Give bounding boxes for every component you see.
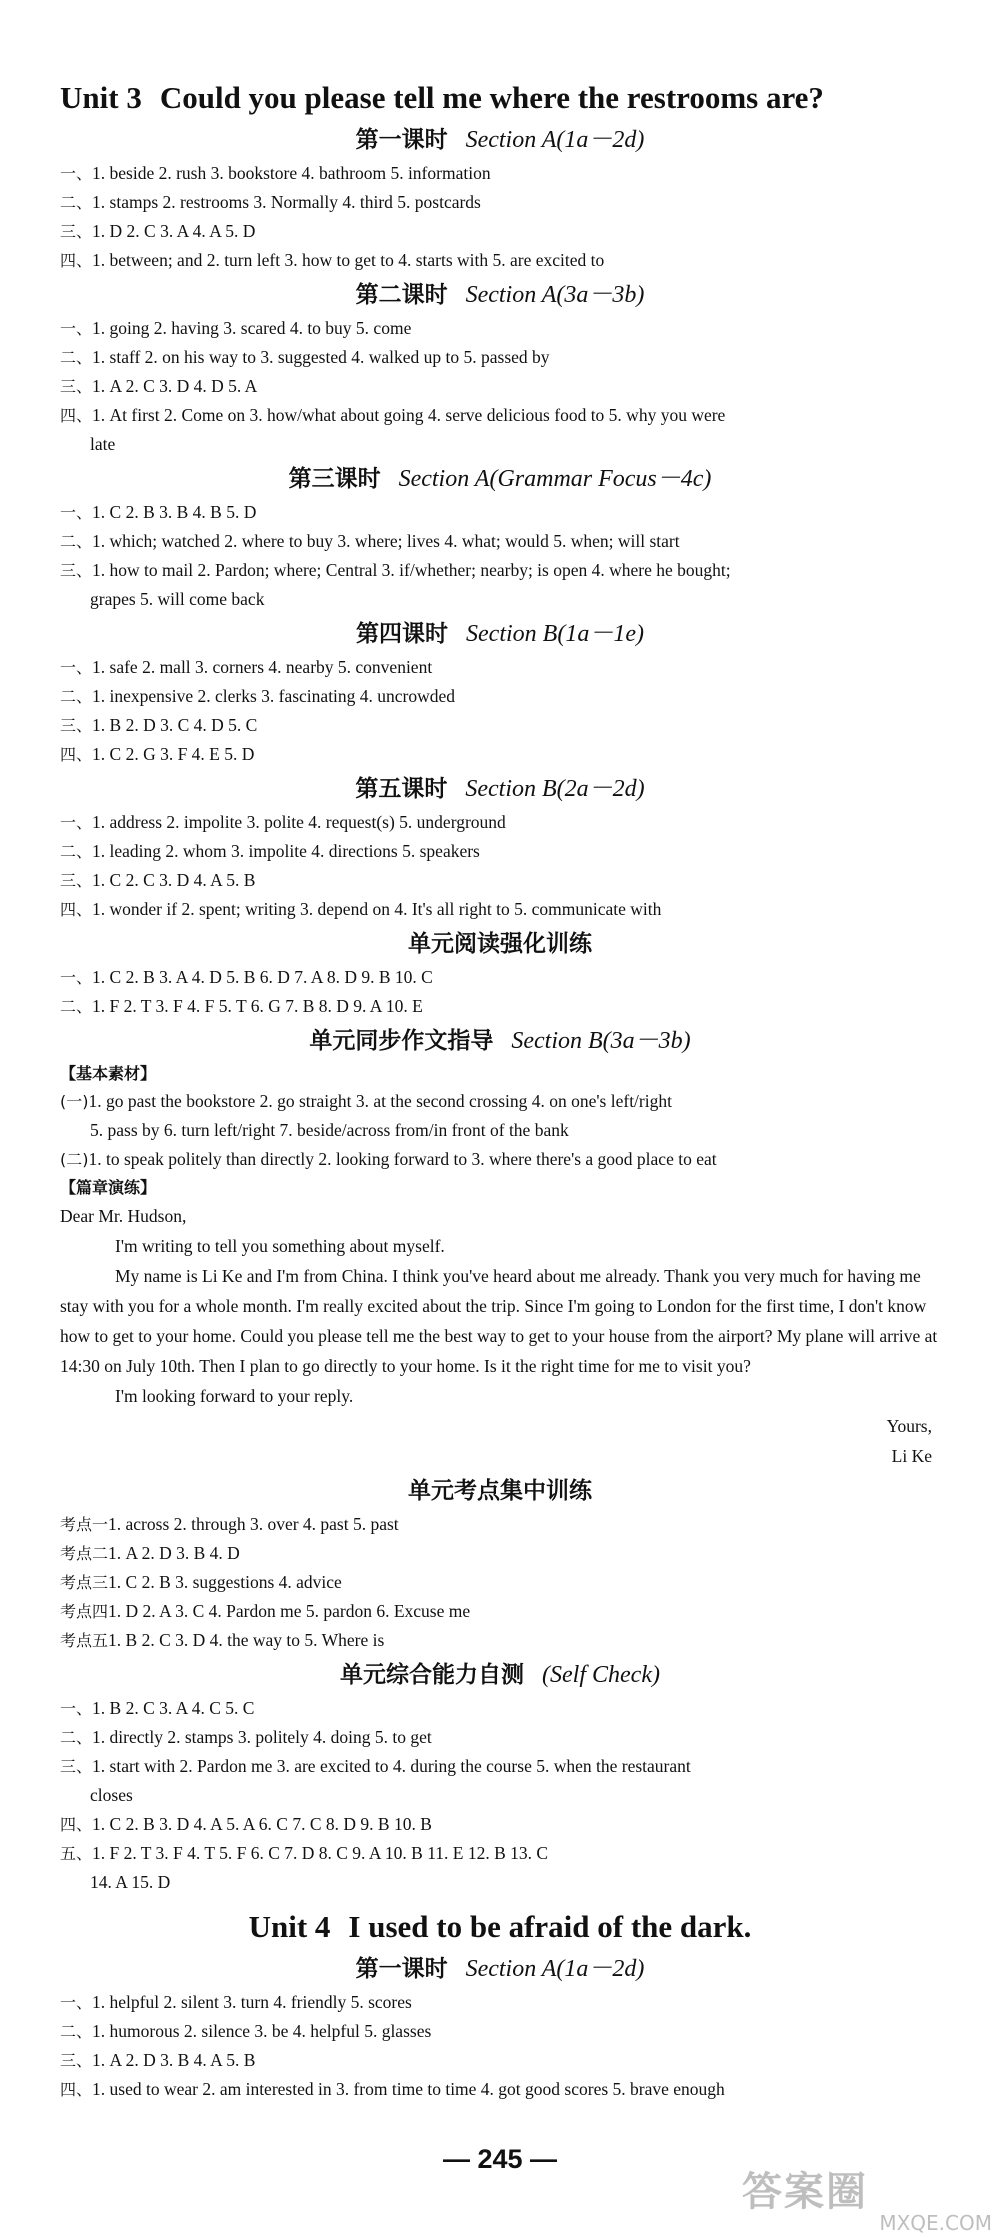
answer-line-label: 三、 <box>60 377 93 396</box>
section-heading-cn: 第五课时 <box>355 776 448 802</box>
answer-line-label: 二、 <box>60 2022 93 2041</box>
answer-line-label: 二、 <box>60 997 93 1016</box>
answer-line-continuation: grapes 5. will come back <box>90 589 265 609</box>
section-heading <box>60 277 940 313</box>
unit3-title-text: Could you please tell me where the restrooms are? <box>159 80 824 115</box>
unit4-sections <box>60 1951 940 2104</box>
answer-line-label: 一、 <box>60 1993 93 2012</box>
answer-line <box>60 556 940 585</box>
section-heading-cn: 第一课时 <box>355 127 448 153</box>
section-heading <box>60 461 940 497</box>
unit4-title-text: I used to be afraid of the dark. <box>348 1909 752 1944</box>
answer-line-label: 考点三 <box>60 1573 109 1592</box>
answer-line-text: 1. A 2. D 3. B 4. D <box>108 1543 240 1563</box>
answer-line-label: 三、 <box>60 561 93 580</box>
section-heading <box>60 122 940 158</box>
basic-material-lines <box>60 1087 940 1174</box>
answer-line <box>60 159 940 188</box>
answer-line-label: 三、 <box>60 1757 93 1776</box>
answer-line <box>60 527 940 556</box>
answer-line <box>60 1752 940 1781</box>
answer-line-text: 1. address 2. impolite 3. polite 4. request(s) 5. underground <box>92 812 506 832</box>
section-heading-cn: 第二课时 <box>355 282 448 308</box>
unit3-label: Unit 3 <box>60 80 142 115</box>
answer-line <box>60 188 940 217</box>
answer-page <box>60 78 940 2104</box>
answer-line <box>60 1694 940 1723</box>
answer-line-label: 考点五 <box>60 1631 109 1650</box>
answer-line-label: 一、 <box>60 1699 93 1718</box>
answer-line <box>60 1568 940 1597</box>
answer-line-label: 三、 <box>60 716 93 735</box>
answer-line-text: 1. to speak politely than directly 2. looking forward to 3. where there's a good place to eat <box>88 1149 717 1169</box>
answer-line <box>60 963 940 992</box>
answer-line-label: 四、 <box>60 1815 93 1834</box>
section-heading <box>60 926 940 962</box>
answer-line-text: 1. between; and 2. turn left 3. how to get to 4. starts with 5. are excited to <box>92 250 605 270</box>
answer-line <box>60 1839 940 1868</box>
watermark-url: MXQE.COM <box>879 2211 992 2235</box>
section-heading <box>60 771 940 807</box>
answer-line <box>60 498 940 527</box>
answer-line-text: 1. A 2. D 3. B 4. A 5. B <box>92 2050 256 2070</box>
section-heading <box>60 616 940 652</box>
answer-line-text: 1. inexpensive 2. clerks 3. fascinating 4. uncrowded <box>92 686 456 706</box>
section-heading-en: Section A(Grammar Focus－4c) <box>398 466 712 492</box>
essay-paragraph: I'm writing to tell you something about myself. <box>115 1236 445 1256</box>
answer-line <box>60 682 940 711</box>
focus-heading <box>60 1473 940 1509</box>
answer-line <box>60 1626 940 1655</box>
answer-line-text: 1. humorous 2. silence 3. be 4. helpful 5. glasses <box>92 2021 432 2041</box>
answer-line-label: 二、 <box>60 842 93 861</box>
answer-line-text: 1. used to wear 2. am interested in 3. from time to time 4. got good scores 5. brave enough <box>92 2079 725 2099</box>
answer-line-text: 1. B 2. C 3. D 4. the way to 5. Where is <box>108 1630 385 1650</box>
page-number: — 245 — <box>442 2144 558 2174</box>
answer-line-label: 三、 <box>60 871 93 890</box>
focus-heading-cn: 单元考点集中训练 <box>408 1478 592 1504</box>
answer-line-label: 一、 <box>60 164 93 183</box>
answer-line-text: 1. stamps 2. restrooms 3. Normally 4. third 5. postcards <box>92 192 481 212</box>
answer-line <box>60 740 940 769</box>
answer-line-label: 四、 <box>60 745 93 764</box>
basic-material-label: 【基本素材】 <box>60 1064 157 1083</box>
answer-line <box>60 895 940 924</box>
answer-line-text: 1. how to mail 2. Pardon; where; Central 3. if/whether; nearby; is open 4. where he bought; <box>92 560 731 580</box>
answer-line-text: 1. C 2. B 3. suggestions 4. advice <box>108 1572 342 1592</box>
answer-line-text: 1. C 2. C 3. D 4. A 5. B <box>92 870 256 890</box>
writing-heading-en: Section B(3a－3b) <box>511 1028 691 1054</box>
answer-line <box>60 314 940 343</box>
answer-line <box>60 1597 940 1626</box>
answer-line-label: (二) <box>60 1150 89 1169</box>
answer-line <box>60 2075 940 2104</box>
section-heading-en: Section A(3a－3b) <box>465 282 645 308</box>
answer-line-label: 一、 <box>60 968 93 987</box>
answer-line-text: 1. At first 2. Come on 3. how/what about going 4. serve delicious food to 5. why you were <box>92 405 726 425</box>
answer-line-text: 1. beside 2. rush 3. bookstore 4. bathroom 5. information <box>92 163 491 183</box>
answer-line-text: 1. across 2. through 3. over 4. past 5. past <box>108 1514 399 1534</box>
answer-line-label: 考点四 <box>60 1602 109 1621</box>
answer-line <box>60 343 940 372</box>
answer-line-text: 1. staff 2. on his way to 3. suggested 4. walked up to 5. passed by <box>92 347 550 367</box>
answer-line <box>60 2017 940 2046</box>
answer-line-text: 1. D 2. A 3. C 4. Pardon me 5. pardon 6. Excuse me <box>108 1601 471 1621</box>
answer-line <box>60 808 940 837</box>
answer-line-label: 三、 <box>60 222 93 241</box>
answer-line-text: 1. B 2. C 3. A 4. C 5. C <box>92 1698 255 1718</box>
answer-line-text: 1. wonder if 2. spent; writing 3. depend on 4. It's all right to 5. communicate with <box>92 899 662 919</box>
answer-line-text: 1. D 2. C 3. A 4. A 5. D <box>92 221 256 241</box>
answer-line-continuation: closes <box>90 1785 133 1805</box>
answer-line <box>60 866 940 895</box>
answer-line-text: 1. safe 2. mall 3. corners 4. nearby 5. convenient <box>92 657 433 677</box>
answer-line-text: 1. helpful 2. silent 3. turn 4. friendly 5. scores <box>92 1992 412 2012</box>
section-heading-en: Section B(1a－1e) <box>466 621 644 647</box>
answer-line <box>60 653 940 682</box>
answer-line-text: 1. C 2. B 3. B 4. B 5. D <box>92 502 257 522</box>
answer-line <box>60 837 940 866</box>
answer-line-label: 四、 <box>60 900 93 919</box>
answer-line <box>60 1510 940 1539</box>
unit3-sections <box>60 122 940 1021</box>
essay-greeting: Dear Mr. Hudson, <box>60 1206 187 1226</box>
answer-line-text: 1. C 2. B 3. D 4. A 5. A 6. C 7. C 8. D 9. B 10. B <box>92 1814 432 1834</box>
answer-line-text: 1. leading 2. whom 3. impolite 4. directions 5. speakers <box>92 841 480 861</box>
answer-line-label: 三、 <box>60 2051 93 2070</box>
answer-line-label: 一、 <box>60 319 93 338</box>
selfcheck-heading-en: (Self Check) <box>542 1662 660 1688</box>
essay-paragraph: My name is Li Ke and I'm from China. I think you've heard about me already. Thank you very much for having me stay with you for a whole month. I'm really excited about the trip. Since I'm going to London for the first time, I don't know how to get to your home. Could you please tell me the best way to get to your house from the airport? My plane will arrive at 14:30 on July 10th. Then I plan to go directly to your home. Is it the right time for me to visit you? <box>60 1266 938 1376</box>
answer-line <box>60 1539 940 1568</box>
answer-line-label: 二、 <box>60 193 93 212</box>
unit3-title <box>60 78 940 118</box>
answer-line <box>60 1145 940 1174</box>
answer-line-text: 1. going 2. having 3. scared 4. to buy 5. come <box>92 318 412 338</box>
section-heading-en: Section B(2a－2d) <box>465 776 645 802</box>
answer-line-label: 考点一 <box>60 1515 109 1534</box>
answer-line <box>60 372 940 401</box>
answer-line-label: 四、 <box>60 251 93 270</box>
writing-heading-cn: 单元同步作文指导 <box>309 1028 494 1054</box>
answer-line-text: 1. directly 2. stamps 3. politely 4. doing 5. to get <box>92 1727 432 1747</box>
answer-line-label: 一、 <box>60 503 93 522</box>
answer-line-text: 1. go past the bookstore 2. go straight 3. at the second crossing 4. on one's left/right <box>88 1091 672 1111</box>
answer-line-label: 五、 <box>60 1844 93 1863</box>
watermark-text: 答案圈 <box>742 2169 868 2215</box>
focus-lines <box>60 1510 940 1655</box>
selfcheck-heading-cn: 单元综合能力自测 <box>340 1662 525 1688</box>
sample-essay <box>60 1201 940 1471</box>
selfcheck-lines <box>60 1694 940 1897</box>
unit4-label: Unit 4 <box>248 1909 331 1944</box>
essay-closing: Yours, <box>886 1416 932 1436</box>
answer-line <box>60 401 940 430</box>
answer-line-label: 四、 <box>60 406 93 425</box>
answer-line-label: 二、 <box>60 1728 93 1747</box>
answer-line <box>60 2046 940 2075</box>
answer-line-continuation: 5. pass by 6. turn left/right 7. beside/across from/in front of the bank <box>90 1120 569 1140</box>
section-heading <box>60 1951 940 1987</box>
answer-line <box>60 1988 940 2017</box>
selfcheck-heading <box>60 1657 940 1693</box>
answer-line-label: 一、 <box>60 658 93 677</box>
section-heading-en: Section A(1a－2d) <box>465 1956 645 1982</box>
answer-line-label: (一) <box>60 1092 89 1111</box>
answer-line-text: 1. C 2. G 3. F 4. E 5. D <box>92 744 255 764</box>
answer-line-text: 1. C 2. B 3. A 4. D 5. B 6. D 7. A 8. D 9. B 10. C <box>92 967 433 987</box>
essay-signature: Li Ke <box>891 1446 932 1466</box>
answer-line-label: 二、 <box>60 348 93 367</box>
answer-line-label: 考点二 <box>60 1544 109 1563</box>
answer-line <box>60 246 940 275</box>
answer-line-continuation: late <box>90 434 116 454</box>
section-heading-cn: 单元阅读强化训练 <box>408 931 592 957</box>
section-heading-cn: 第三课时 <box>288 466 381 492</box>
answer-line-continuation: 14. A 15. D <box>90 1872 171 1892</box>
answer-line-label: 二、 <box>60 687 93 706</box>
section-heading-cn: 第四课时 <box>356 621 449 647</box>
watermark-logo <box>742 2169 992 2235</box>
answer-line <box>60 711 940 740</box>
answer-line-text: 1. F 2. T 3. F 4. F 5. T 6. G 7. B 8. D 9. A 10. E <box>92 996 423 1016</box>
essay-paragraph: I'm looking forward to your reply. <box>115 1386 354 1406</box>
answer-line-text: 1. B 2. D 3. C 4. D 5. C <box>92 715 258 735</box>
answer-line <box>60 217 940 246</box>
writing-heading <box>60 1023 940 1059</box>
essay-label: 【篇章演练】 <box>60 1178 157 1197</box>
section-heading-en: Section A(1a－2d) <box>465 127 645 153</box>
answer-line-text: 1. start with 2. Pardon me 3. are excited to 4. during the course 5. when the restaurant <box>92 1756 691 1776</box>
unit4-title <box>60 1907 940 1947</box>
answer-line-label: 二、 <box>60 532 93 551</box>
answer-line <box>60 1723 940 1752</box>
answer-line-text: 1. A 2. C 3. D 4. D 5. A <box>92 376 258 396</box>
answer-line-text: 1. F 2. T 3. F 4. T 5. F 6. C 7. D 8. C 9. A 10. B 11. E 12. B 13. C <box>92 1843 549 1863</box>
answer-line <box>60 1810 940 1839</box>
answer-line-label: 一、 <box>60 813 93 832</box>
answer-line-text: 1. which; watched 2. where to buy 3. where; lives 4. what; would 5. when; will start <box>92 531 680 551</box>
answer-line <box>60 1087 940 1116</box>
answer-line <box>60 992 940 1021</box>
answer-line-label: 四、 <box>60 2080 93 2099</box>
section-heading-cn: 第一课时 <box>355 1956 448 1982</box>
